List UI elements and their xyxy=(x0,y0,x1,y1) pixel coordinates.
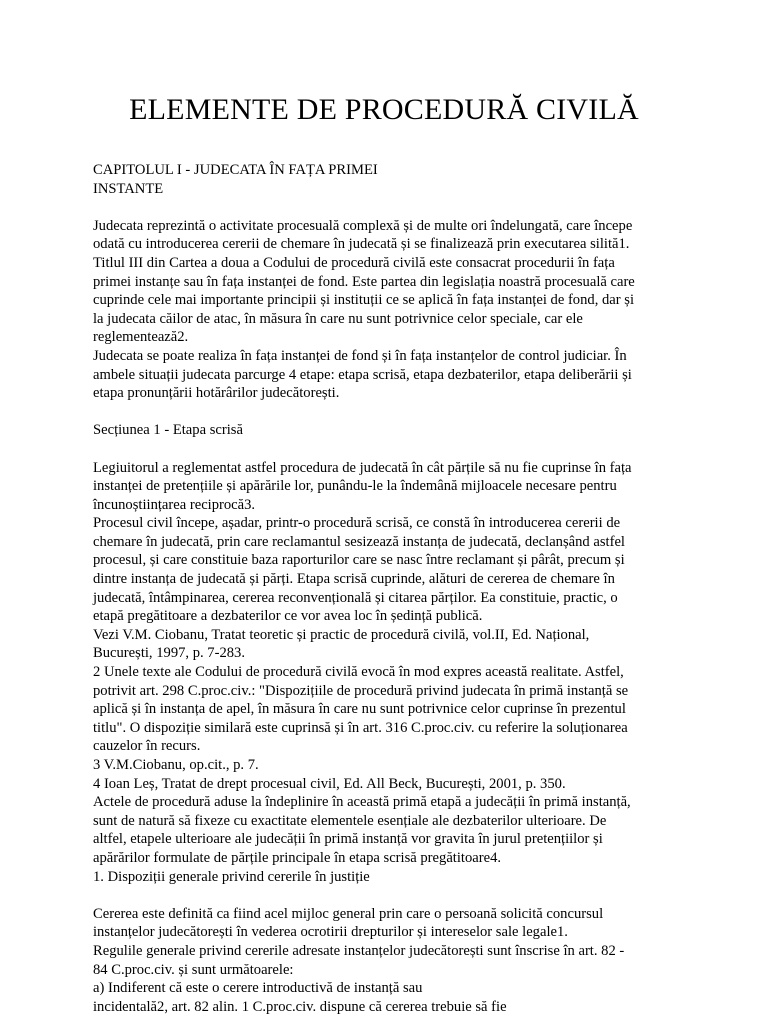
blank-line xyxy=(93,440,693,459)
text-line: reglementează2. xyxy=(93,329,189,346)
text-line: Procesul civil începe, așadar, printr-o procedură scrisă, ce constă în introducerea cererii de xyxy=(93,515,621,532)
text-line: chemare în judecată, prin care reclamantul sesizează instanța de judecată, declanșând astfel xyxy=(93,533,625,550)
text-line: instanțelor judecătorești în vederea ocrotirii drepturilor și intereselor sale legale1. xyxy=(93,924,568,941)
text-line: instanței de pretențiile și apărările lor, punându-le la îndemână mijloacele necesare pentru xyxy=(93,478,617,495)
text-line: incidentală2, art. 82 alin. 1 C.proc.civ. dispune că cererea trebuie să fie xyxy=(93,998,507,1015)
text-line: sunt de natură să fixeze cu exactitate elementele esențiale ale dezbaterilor ulterioare. De xyxy=(93,812,607,829)
text-line: Vezi V.M. Ciobanu, Tratat teoretic și practic de procedură civilă, vol.II, Ed. Național, xyxy=(93,626,590,643)
text-line: CAPITOLUL I - JUDECATA ÎN FAȚA PRIMEI xyxy=(93,162,378,178)
text-line: INSTANTE xyxy=(93,180,164,197)
text-line: titlu". O dispoziție similară este cuprinsă și în art. 316 C.proc.civ. cu referire la soluționarea xyxy=(93,719,628,736)
blank-line xyxy=(93,403,693,422)
text-line: 4 Ioan Leș, Tratat de drept procesual civil, Ed. All Beck, București, 2001, p. 350. xyxy=(93,775,566,792)
text-line: Regulile generale privind cererile adresate instanțelor judecătorești sunt înscrise în art. 82 - xyxy=(93,942,625,959)
text-line: cauzelor în recurs. xyxy=(93,738,201,755)
text-line: apărărilor formulate de părțile principale în etapa scrisă pregătitoare4. xyxy=(93,849,502,866)
text-line: Titlul III din Cartea a doua a Codului de procedură civilă este consacrat procedurii în fața xyxy=(93,254,615,271)
text-line: încunoștiințarea reciprocă3. xyxy=(93,496,256,513)
text-line: București, 1997, p. 7-283. xyxy=(93,645,246,662)
blank-line xyxy=(93,198,693,217)
text-line: 3 V.M.Ciobanu, op.cit., p. 7. xyxy=(93,757,259,773)
text-line: dintre instanța de judecată și părți. Etapa scrisă cuprinde, alături de cererea de chemare în xyxy=(93,571,615,588)
blank-line xyxy=(93,886,693,905)
text-line: 1. Dispoziții generale privind cererile în justiție xyxy=(93,868,370,885)
text-line: judecată, întâmpinarea, cererea reconvențională și citarea părților. Ea constituie, practic, o xyxy=(93,589,618,606)
text-line: aplică și în instanța de apel, în măsura în care nu sunt potrivnice celor cuprinse în prezentul xyxy=(93,701,626,718)
text-line: ambele situații judecata parcurge 4 etape: etapa scrisă, etapa dezbaterilor, etapa deliberării și xyxy=(93,366,632,383)
text-line: Actele de procedură aduse la îndeplinire în această primă etapă a judecății în primă instanță, xyxy=(93,794,631,811)
text-line: Secțiunea 1 - Etapa scrisă xyxy=(93,422,243,439)
text-line: Legiuitorul a reglementat astfel procedura de judecată în cât părțile să nu fie cuprinse în fața xyxy=(93,459,632,476)
text-line: Judecata se poate realiza în fața instanței de fond și în fața instanțelor de control judiciar. În xyxy=(93,347,627,364)
text-line: primei instanțe sau în fața instanței de fond. Este partea din legislația noastră procesuală care xyxy=(93,273,635,290)
text-line: odată cu introducerea cererii de chemare în judecată și se finalizează prin executarea silită1. xyxy=(93,236,630,253)
text-line: procesul, și care constituie baza raporturilor care se nasc între reclamant și pârât, precum și xyxy=(93,552,625,569)
document-body xyxy=(93,161,693,1016)
text-line: 2 Unele texte ale Codului de procedură civilă evocă în mod expres această realitate. Astfel, xyxy=(93,664,624,681)
text-line: potrivit art. 298 C.proc.civ.: "Dispozițiile de procedură privind judecata în primă instanță se xyxy=(93,682,629,699)
text-line: altfel, etapele ulterioare ale judecății în primă instanță vor gravita în jurul pretențiilor și xyxy=(93,831,603,848)
text-line: a) Indiferent că este o cerere introductivă de instanță sau xyxy=(93,980,423,997)
document-title: ELEMENTE DE PROCEDURĂ CIVILĂ xyxy=(129,93,639,126)
text-line: cuprinde cele mai importante principii și instituții ce se aplică în fața instanței de fond, dar și xyxy=(93,292,635,309)
text-line: etapă pregătitoare a dezbaterilor ce vor avea loc în ședință publică. xyxy=(93,608,483,625)
text-line: 84 C.proc.civ. și sunt următoarele: xyxy=(93,961,294,978)
text-line: la judecata căilor de atac, în măsura în care nu sunt potrivnice celor speciale, car ele xyxy=(93,310,583,327)
text-line: Judecata reprezintă o activitate procesuală complexă și de multe ori îndelungată, care începe xyxy=(93,217,633,234)
text-line: etapa pronunțării hotărârilor judecătorești. xyxy=(93,385,340,402)
text-line: Cererea este definită ca fiind acel mijloc general prin care o persoană solicită concursul xyxy=(93,905,604,922)
